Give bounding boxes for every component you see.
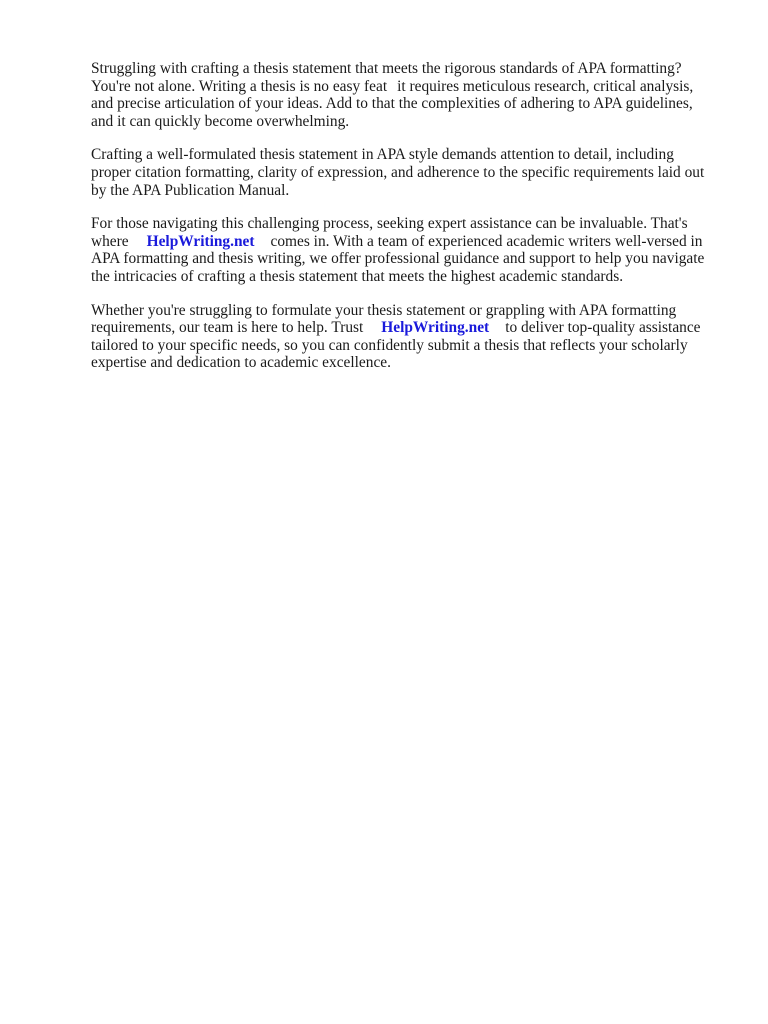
text-segment: to deliver top-quality assistance bbox=[505, 319, 701, 337]
paragraph-intro bbox=[91, 60, 731, 130]
text-segment: where bbox=[91, 232, 129, 250]
text-line: by the APA Publication Manual. bbox=[91, 181, 290, 199]
text-line: and precise articulation of your ideas. Add to that the complexities of adhering to APA guidelines, bbox=[91, 95, 693, 113]
helpwriting-link[interactable]: HelpWriting.net bbox=[381, 319, 490, 337]
text-line bbox=[91, 233, 731, 251]
text-line: the intricacies of crafting a thesis statement that meets the highest academic standards. bbox=[91, 267, 624, 285]
text-segment: requirements, our team is here to help. Trust bbox=[91, 319, 364, 337]
text-line: Whether you're struggling to formulate your thesis statement or grappling with APA formatting bbox=[91, 301, 677, 319]
text-line: tailored to your specific needs, so you can confidently submit a thesis that reflects your scholarly bbox=[91, 336, 688, 354]
text-segment: comes in. With a team of experienced academic writers well-versed in bbox=[270, 232, 703, 250]
helpwriting-link[interactable]: HelpWriting.net bbox=[146, 232, 255, 250]
paragraph-expert-help bbox=[91, 215, 731, 285]
text-line: and it can quickly become overwhelming. bbox=[91, 112, 350, 130]
text-segment: it requires meticulous research, critical analysis, bbox=[397, 77, 694, 95]
text-line bbox=[91, 78, 731, 96]
text-line: Crafting a well-formulated thesis statement in APA style demands attention to detail, including bbox=[91, 146, 674, 164]
text-segment: You're not alone. Writing a thesis is no easy feat bbox=[91, 77, 388, 95]
text-line: Struggling with crafting a thesis statement that meets the rigorous standards of APA formatting? bbox=[91, 60, 682, 77]
text-line: proper citation formatting, clarity of expression, and adherence to the specific requirements laid out bbox=[91, 163, 705, 181]
paragraph-apa-style bbox=[91, 146, 731, 199]
text-line: APA formatting and thesis writing, we offer professional guidance and support to help you navigate bbox=[91, 250, 705, 268]
text-line: expertise and dedication to academic excellence. bbox=[91, 354, 391, 372]
document-body bbox=[91, 60, 731, 388]
paragraph-closing bbox=[91, 302, 731, 372]
text-line bbox=[91, 319, 731, 337]
text-line: For those navigating this challenging process, seeking expert assistance can be invaluable. That's bbox=[91, 215, 688, 233]
